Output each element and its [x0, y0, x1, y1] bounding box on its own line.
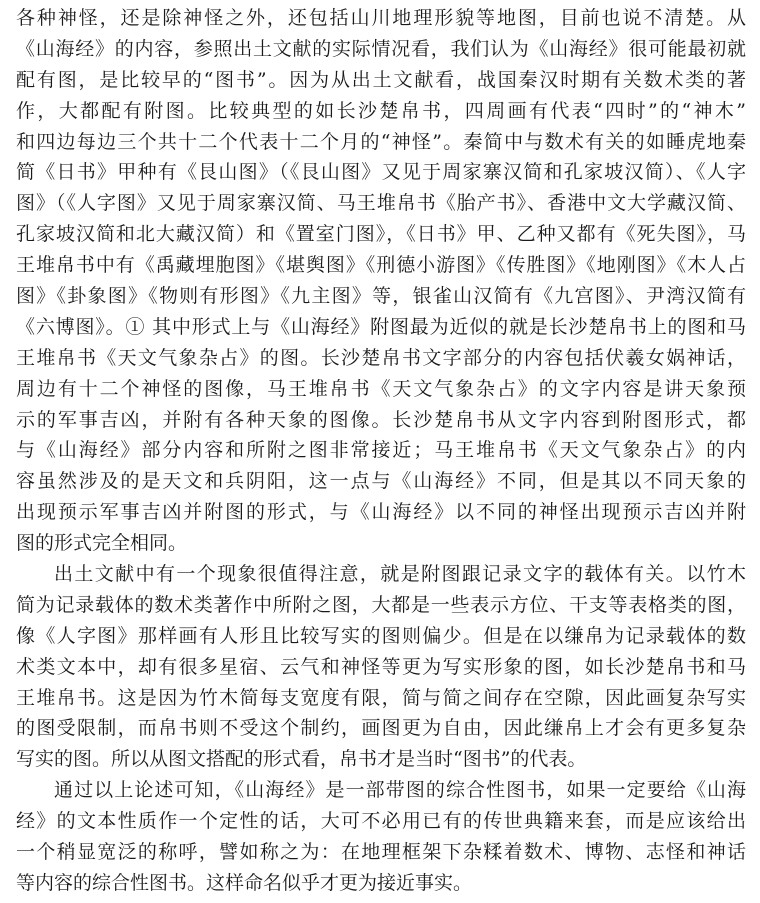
text-line: 经》的文本性质作一个定性的话，大可不必用已有的传世典籍来套，而是应该给出 [16, 810, 746, 833]
text-line: 配有图，是比较早的“图书”。因为从出土文献看，战国秦汉时期有关数术类的著 [16, 68, 746, 91]
text-line: 图》《卦象图》《物则有形图》《九主图》等，银雀山汉简有《九宫图》、尹湾汉简有 [16, 285, 746, 308]
text-line: 王堆帛书。这是因为竹木简每支宽度有限，简与简之间存在空隙，因此画复杂写实 [16, 686, 746, 709]
text-line: 通过以上论述可知，《山海经》是一部带图的综合性图书，如果一定要给《山海 [54, 779, 746, 802]
text-line-with-footnote: 《六博图》。① 其中形式上与《山海经》附图最为近似的就是长沙楚帛书上的图和马 [16, 315, 746, 338]
text-line: 和四边每边三个共十二个代表十二个月的“神怪”。秦简中与数术有关的如睡虎地秦 [16, 130, 746, 153]
text-line: 《山海经》的内容，参照出土文献的实际情况看，我们认为《山海经》很可能最初就 [16, 37, 746, 60]
text-line: 等内容的综合性图书。这样命名似乎才更为接近事实。 [16, 871, 473, 894]
text-line: 一个稍显宽泛的称呼，譬如称之为：在地理框架下杂糅着数术、博物、志怪和神话 [16, 841, 746, 864]
paragraph-3 [16, 775, 746, 899]
text-line: 示的军事吉凶，并附有各种天象的图像。长沙楚帛书从文字内容到附图形式，都 [16, 408, 746, 431]
text-line: 王堆帛书《天文气象杂占》的图。长沙楚帛书文字部分的内容包括伏羲女娲神话， [16, 346, 746, 369]
text-line: 像《人字图》那样画有人形且比较写实的图则偏少。但是在以缣帛为记录载体的数 [16, 624, 746, 647]
text-line: 术类文本中，却有很多星宿、云气和神怪等更为写实形象的图，如长沙楚帛书和马 [16, 655, 746, 678]
text-line: 各种神怪，还是除神怪之外，还包括山川地理形貌等地图，目前也说不清楚。从 [16, 7, 746, 29]
text-line: 出土文献中有一个现象很值得注意，就是附图跟记录文字的载体有关。以竹木 [54, 563, 746, 586]
text-line: 孔家坡汉简和北大藏汉简）和《置室门图》，《日书》甲、乙种又都有《死失图》，马 [16, 223, 746, 246]
text-line: 作，大都配有附图。比较典型的如长沙楚帛书，四周画有代表“四时”的“神木” [16, 99, 746, 122]
text-line: 容虽然涉及的是天文和兵阴阳，这一点与《山海经》不同，但是其以不同天象的 [16, 470, 746, 493]
text-line: 王堆帛书中有《禹藏埋胞图》《堪舆图》《刑德小游图》《传胜图》《地刚图》《木人占 [16, 254, 746, 277]
text-line: 图的形式完全相同。 [16, 532, 188, 555]
text-line: 与《山海经》部分内容和所附之图非常接近；马王堆帛书《天文气象杂占》的内 [16, 439, 746, 462]
paragraph-2 [16, 559, 746, 775]
text-line: 简为记录载体的数术类著作中所附之图，大都是一些表示方位、干支等表格类的图， [16, 593, 746, 616]
text-line: 简《日书》甲种有《艮山图》（《艮山图》又见于周家寨汉简和孔家坡汉简）、《人字 [16, 161, 746, 184]
text-line: 的图受限制，而帛书则不受这个制约，画图更为自由，因此缣帛上才会有更多复杂 [16, 717, 746, 740]
text-line: 周边有十二个神怪的图像，马王堆帛书《天文气象杂占》的文字内容是讲天象预 [16, 377, 746, 400]
paragraph-1 [16, 3, 746, 559]
text-line: 图》（《人字图》又见于周家寨汉简、马王堆帛书《胎产书》、香港中文大学藏汉简、 [16, 192, 746, 215]
text-line: 出现预示军事吉凶并附图的形式，与《山海经》以不同的神怪出现预示吉凶并附 [16, 501, 746, 524]
text-line: 写实的图。所以从图文搭配的形式看，帛书才是当时“图书”的代表。 [16, 748, 587, 771]
